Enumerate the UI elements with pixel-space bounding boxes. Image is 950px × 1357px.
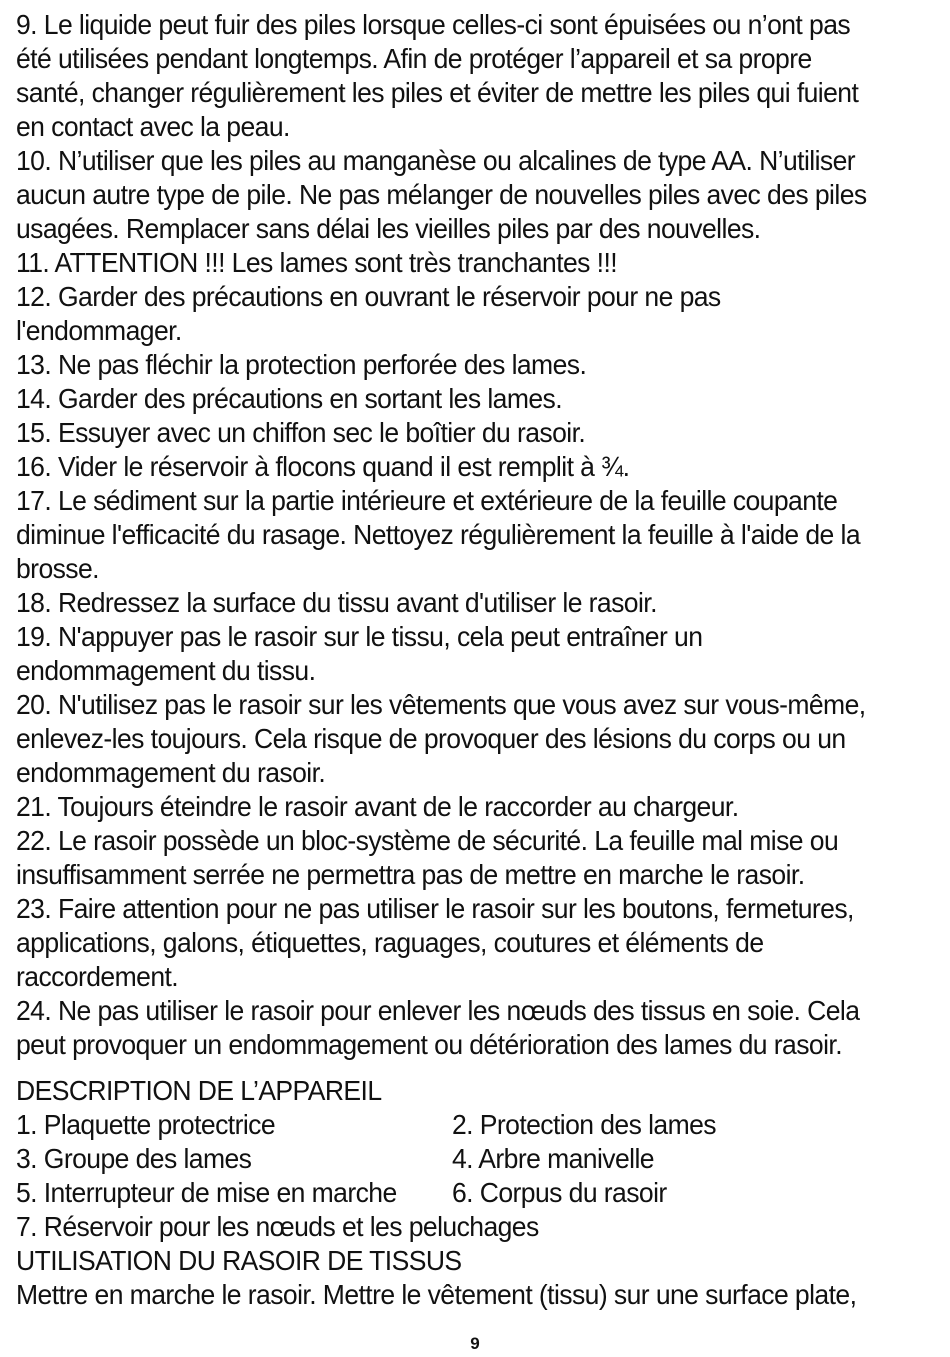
instruction-line: 20. N'utilisez pas le rasoir sur les vêtements que vous avez sur vous-même, xyxy=(16,689,866,720)
instruction-line: usagées. Remplacer sans délai les vieilles piles par des nouvelles. xyxy=(16,213,761,244)
instruction-line: 22. Le rasoir possède un bloc-système de sécurité. La feuille mal mise ou xyxy=(16,825,839,856)
safety-instructions-list xyxy=(16,8,928,1062)
page-number: 9 xyxy=(470,1334,480,1353)
instruction-item xyxy=(16,280,928,348)
instruction-item xyxy=(16,892,928,994)
instruction-item xyxy=(16,246,928,280)
instruction-line: peut provoquer un endommagement ou détérioration des lames du rasoir. xyxy=(16,1029,842,1060)
part-item: 3. Groupe des lames xyxy=(16,1143,252,1174)
instruction-line: endommagement du rasoir. xyxy=(16,757,326,788)
part-item: 6. Corpus du rasoir xyxy=(452,1177,667,1208)
instruction-line: brosse. xyxy=(16,553,99,584)
instruction-line: 17. Le sédiment sur la partie intérieure et extérieure de la feuille coupante xyxy=(16,485,838,516)
part-item: 1. Plaquette protectrice xyxy=(16,1109,276,1140)
instruction-line: 12. Garder des précautions en ouvrant le réservoir pour ne pas xyxy=(16,281,721,312)
instruction-item xyxy=(16,688,928,790)
instruction-line: en contact avec la peau. xyxy=(16,111,290,142)
instruction-line: diminue l'efficacité du rasage. Nettoyez régulièrement la feuille à l'aide de la xyxy=(16,519,860,550)
instruction-item xyxy=(16,8,928,144)
instruction-line: 24. Ne pas utiliser le rasoir pour enlever les nœuds des tissus en soie. Cela xyxy=(16,995,860,1026)
instruction-line: raccordement. xyxy=(16,961,179,992)
manual-page xyxy=(16,8,928,1312)
part-item: 2. Protection des lames xyxy=(452,1109,717,1140)
instruction-line: enlevez-les toujours. Cela risque de provoquer des lésions du corps ou un xyxy=(16,723,846,754)
instruction-item xyxy=(16,484,928,586)
parts-list xyxy=(16,1108,928,1210)
usage-text: Mettre en marche le rasoir. Mettre le vêtement (tissu) sur une surface plate, xyxy=(16,1279,857,1310)
instruction-item xyxy=(16,382,928,416)
instruction-line: 13. Ne pas fléchir la protection perforée des lames. xyxy=(16,349,587,380)
usage-heading: UTILISATION DU RASOIR DE TISSUS xyxy=(16,1245,462,1276)
instruction-line: 14. Garder des précautions en sortant les lames. xyxy=(16,383,563,414)
part-item: 7. Réservoir pour les nœuds et les peluchages xyxy=(16,1211,539,1242)
instruction-item xyxy=(16,348,928,382)
instruction-line: 11. ATTENTION !!! Les lames sont très tranchantes !!! xyxy=(16,247,618,278)
instruction-line: l'endommager. xyxy=(16,315,182,346)
instruction-line: 18. Redressez la surface du tissu avant d'utiliser le rasoir. xyxy=(16,587,657,618)
instruction-line: santé, changer régulièrement les piles et éviter de mettre les piles qui fuient xyxy=(16,77,859,108)
instruction-item xyxy=(16,824,928,892)
instruction-item xyxy=(16,450,928,484)
instruction-line: aucun autre type de pile. Ne pas mélanger de nouvelles piles avec des piles xyxy=(16,179,867,210)
instruction-line: 19. N'appuyer pas le rasoir sur le tissu, cela peut entraîner un xyxy=(16,621,703,652)
instruction-item xyxy=(16,994,928,1062)
instruction-item xyxy=(16,144,928,246)
instruction-line: applications, galons, étiquettes, raguages, coutures et éléments de xyxy=(16,927,764,958)
instruction-item xyxy=(16,620,928,688)
instruction-line: 21. Toujours éteindre le rasoir avant de le raccorder au chargeur. xyxy=(16,791,739,822)
instruction-item xyxy=(16,790,928,824)
instruction-line: été utilisées pendant longtemps. Afin de protéger l’appareil et sa propre xyxy=(16,43,812,74)
description-heading: DESCRIPTION DE L’APPAREIL xyxy=(16,1075,382,1106)
part-item: 4. Arbre manivelle xyxy=(452,1143,654,1174)
instruction-line: 23. Faire attention pour ne pas utiliser le rasoir sur les boutons, fermetures, xyxy=(16,893,854,924)
instruction-line: insuffisamment serrée ne permettra pas de mettre en marche le rasoir. xyxy=(16,859,805,890)
instruction-line: 16. Vider le réservoir à flocons quand il est remplit à ¾. xyxy=(16,451,630,482)
part-item: 5. Interrupteur de mise en marche xyxy=(16,1177,397,1208)
instruction-line: 15. Essuyer avec un chiffon sec le boîtier du rasoir. xyxy=(16,417,586,448)
instruction-item xyxy=(16,586,928,620)
instruction-line: 9. Le liquide peut fuir des piles lorsque celles-ci sont épuisées ou n’ont pas xyxy=(16,9,851,40)
section-spacer xyxy=(16,1062,928,1074)
instruction-line: 10. N’utiliser que les piles au manganèse ou alcalines de type AA. N’utiliser xyxy=(16,145,856,176)
instruction-line: endommagement du tissu. xyxy=(16,655,316,686)
instruction-item xyxy=(16,416,928,450)
